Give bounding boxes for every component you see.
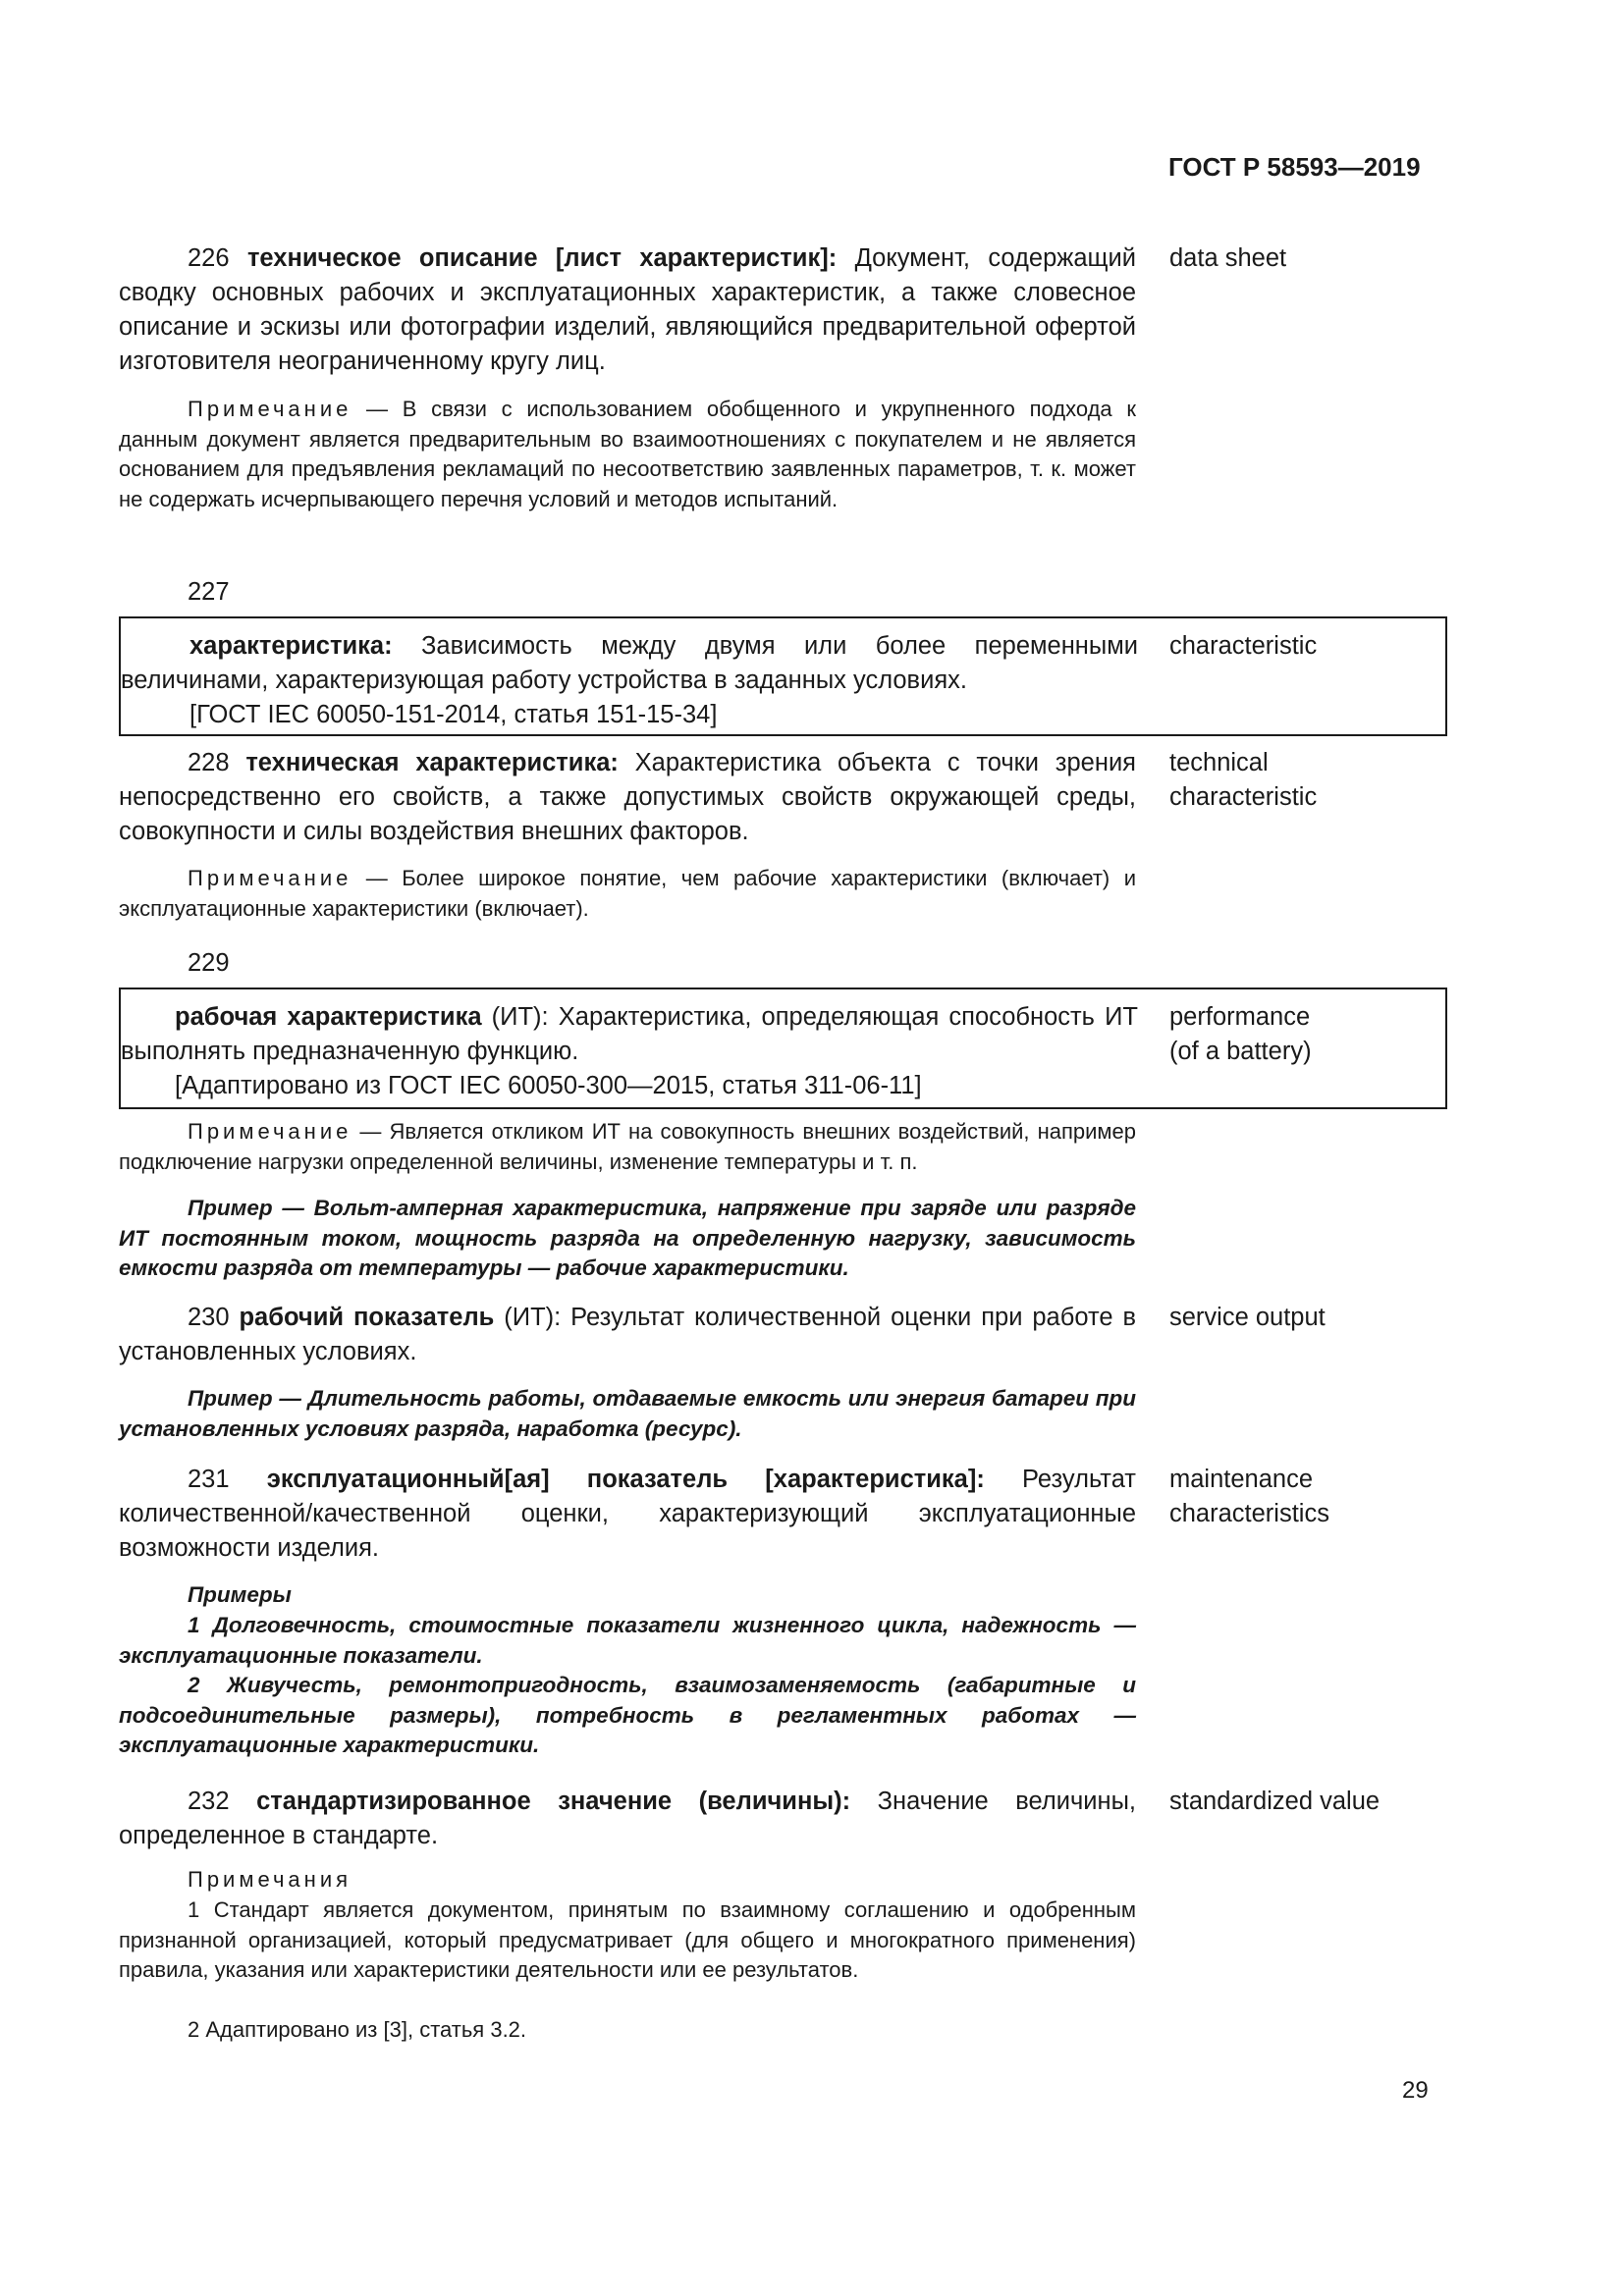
term-227-number: 227 xyxy=(188,578,230,606)
term-232-english: standardized value xyxy=(1169,1788,1380,1815)
term-229-english: performance (of a battery) xyxy=(1169,1003,1312,1065)
term-232-definition xyxy=(119,1785,1136,1853)
standard-designation: ГОСТ Р 58593—2019 xyxy=(1168,152,1421,182)
term-228-english: technical characteristic xyxy=(1169,749,1318,811)
page-number: 29 xyxy=(1402,2077,1429,2104)
term-231-examples-label: Примеры xyxy=(188,1582,292,1607)
term-230-definition: 230 рабочий показатель (ИТ): Результат количественной оценки при работе в установленных условиях. xyxy=(119,1304,1137,1365)
term-231-english: maintenance characteristics xyxy=(1169,1466,1329,1527)
term-232-notes-label: Примечания xyxy=(188,1867,352,1892)
term-232-number: 232 xyxy=(188,1788,230,1815)
term-228-note: Примечание — Более широкое понятие, чем рабочие характеристики (включает) и эксплуатационные характеристики (включает). xyxy=(119,866,1136,921)
term-230-number: 230 xyxy=(188,1304,230,1331)
term-229-note: Примечание — Является откликом ИТ на совокупность внешних воздействий, например подключение нагрузки определенной величины, изменение температуры и т. п. xyxy=(119,1119,1136,1174)
term-227-reference: [ГОСТ IEC 60050-151-2014, статья 151-15-34] xyxy=(189,701,718,728)
term-231-title: эксплуатационный[ая] показатель [характеристика]: xyxy=(266,1466,985,1493)
term-232-title: стандартизированное значение (величины): xyxy=(256,1788,851,1815)
term-229-text: : Характеристика, определяющая способность ИТ выполнять предназначенную функцию. xyxy=(121,1003,1138,1065)
term-226-title: техническое описание [лист характеристик]: xyxy=(246,244,838,272)
term-229-example: Пример — Вольт-амперная характеристика, напряжение при заряде или разряде ИТ постоянным током, мощность разряда на определенную нагрузку, зависимость емкости разряда от температуры — рабочие характеристики. xyxy=(119,1196,1136,1280)
term-232-note-1: 1 Стандарт является документом, принятым по взаимному соглашению и одобренным признанной организацией, который предусматривает (для общего и многократного применения) правила, указания или характеристики деятельности или ее результатов. xyxy=(119,1897,1136,1982)
term-226-english: data sheet xyxy=(1169,244,1287,272)
term-226-text: Документ, содержащий сводку основных рабочих и эксплуатационных характеристик, а также словесное описание и эскизы или фотографии изделий, являющийся предварительной офертой изготовителя неограниченному кругу лиц. xyxy=(119,244,1136,375)
term-230-english: service output xyxy=(1169,1304,1326,1331)
term-227-text: Зависимость между двумя или более переменными величинами, характеризующая работу устройства в заданных условиях. xyxy=(121,632,1138,694)
term-229-number: 229 xyxy=(188,949,230,977)
term-231-definition xyxy=(119,1463,1136,1566)
term-232-note-2: 2 Адаптировано из [3], статья 3.2. xyxy=(188,2017,527,2042)
term-227-english: characteristic xyxy=(1169,632,1318,660)
term-228-number: 228 xyxy=(188,749,230,776)
note-label: Примечание xyxy=(188,866,352,890)
term-228-title: техническая характеристика: xyxy=(245,749,619,776)
term-226-note: Примечание — В связи с использованием обобщенного и укрупненного подхода к данным документ является предварительным во взаимоотношениях с покупателем и не является основанием для предъявления рекламаций по несоответствию заявленных параметров, т. к. может не содержать исчерпывающего перечня условий и методов испытаний. xyxy=(119,397,1136,511)
term-231-text: Результат количественной/качественной оценки, характеризующий эксплуатационные возможности изделия. xyxy=(119,1466,1136,1562)
term-226-number: 226 xyxy=(188,244,230,272)
term-230-example: Пример — Длительность работы, отдаваемые емкость или энергия батареи при установленных условиях разряда, наработка (ресурс). xyxy=(119,1386,1136,1441)
term-231-example-2: 2 Живучесть, ремонтопригодность, взаимозаменяемость (габаритные и подсоединительные размеры), потребность в регламентных работах — эксплуатационные характеристики. xyxy=(119,1673,1136,1757)
term-229-box xyxy=(119,988,1447,1109)
term-229-title: рабочая характеристика xyxy=(175,1003,482,1031)
term-231-number: 231 xyxy=(188,1466,230,1493)
term-227-box xyxy=(119,616,1447,736)
term-229-reference: [Адаптировано из ГОСТ IEC 60050-300—2015, статья 311-06-11] xyxy=(175,1072,922,1099)
term-230-title: рабочий показатель xyxy=(239,1304,495,1331)
term-228-definition xyxy=(119,746,1136,849)
term-230-text: : Результат количественной оценки при работе в установленных условиях. xyxy=(119,1304,1137,1365)
term-227-title: характеристика: xyxy=(189,632,393,660)
term-227-definition xyxy=(121,629,1138,732)
note-label: Примечание xyxy=(188,1119,352,1144)
term-228-text: Характеристика объекта с точки зрения непосредственно его свойств, а также допустимых свойств окружающей среды, совокупности и силы воздействия внешних факторов. xyxy=(119,749,1136,845)
note-label: Примечание xyxy=(188,397,352,421)
term-231-example-1: 1 Долговечность, стоимостные показатели жизненного цикла, надежность — эксплуатационные показатели. xyxy=(119,1613,1136,1668)
term-232-text: Значение величины, определенное в стандарте. xyxy=(119,1788,1137,1849)
term-229-definition: рабочая характеристика (ИТ): Характеристика, определяющая способность ИТ выполнять предназначенную функцию. [Адаптировано из ГОСТ IEC 60050-300—2015, статья 311-06-11] xyxy=(121,1000,1138,1103)
term-226-definition xyxy=(119,241,1136,379)
